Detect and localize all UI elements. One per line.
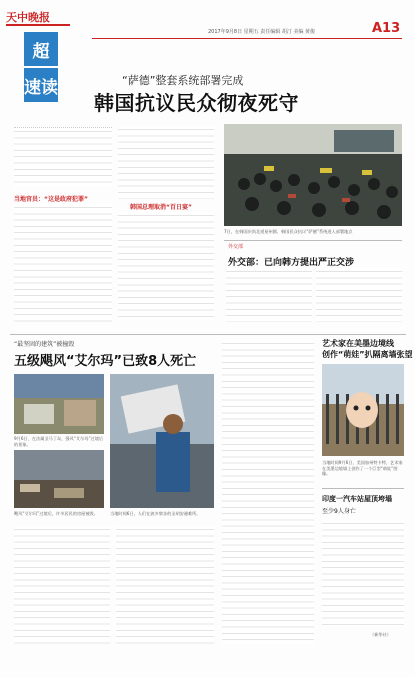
hurricane-caption-1: 9月6日，在法属圣马丁岛，强风“艾尔玛”过境后的景象。 — [14, 436, 104, 447]
hurricane-caption-2: 飓风“艾尔玛”过境后，许多居民的房屋被毁。 — [14, 511, 98, 516]
page-number: A13 — [372, 21, 401, 36]
top-story-text-col4 — [118, 212, 214, 322]
brief-text-col1 — [226, 268, 312, 324]
art-headline-line2: 创作“萌娃”扒隔离墙张望 — [322, 350, 413, 359]
art-caption: 当地时间9月6日，美国加州特卡特，艺术家在美墨边境墙上创作了一个巨型“萌娃”图像。 — [322, 460, 403, 476]
header-rule — [92, 38, 402, 39]
brief-rule — [224, 240, 402, 241]
top-kicker: “萨德”整套系统部署完成 — [122, 74, 244, 87]
top-headline: 韩国抗议民众彻夜死守 — [94, 91, 299, 115]
bus-subhead: 至少9人身亡 — [322, 508, 356, 515]
protest-photo — [224, 124, 402, 226]
hurricane-text-col2 — [116, 526, 214, 646]
hurricane-caption-3: 当地时间6日，人们在波多黎各的圣胡安避难所。 — [110, 511, 201, 516]
hurricane-text-col3 — [222, 340, 314, 646]
top-story-text-col1 — [14, 126, 112, 191]
bus-headline: 印度一汽车站屋顶垮塌 — [322, 495, 392, 503]
section-rule — [10, 334, 406, 335]
paper-logo: 天中晚报 — [6, 6, 70, 26]
hurricane-headline: 五级飓风“艾尔玛”已致8人死亡 — [14, 354, 197, 369]
hurricane-kicker: “最坚固的建筑”被撞毁 — [14, 341, 75, 348]
top-story-text-col3 — [118, 126, 214, 201]
hurricane-photo-1 — [14, 374, 104, 434]
section-label-line1: 超 — [24, 32, 58, 66]
brief-text-col2 — [316, 268, 402, 324]
hurricane-photo-2 — [14, 450, 104, 508]
bus-text — [322, 520, 404, 628]
hurricane-photo-3 — [110, 374, 214, 508]
brief-label: 外交部 — [228, 244, 244, 250]
art-photo — [322, 364, 404, 456]
brief-headline: 外交部：已向韩方提出严正交涉 — [228, 258, 355, 268]
art-headline-line1: 艺术家在美墨边境线 — [322, 339, 394, 348]
top-story-text-col2 — [14, 204, 112, 324]
hurricane-text-col1 — [14, 526, 110, 646]
bus-rule — [322, 488, 404, 489]
section-label-line2: 速读 — [24, 68, 58, 102]
protest-photo-caption: 7日，在韩国庆尚北道星州郡，韩国民众抗议“萨德”系统进入部署地点 — [224, 229, 353, 234]
dateline: 2017年9月8日 星期五 责任编辑 胡汀 美编 黄俊 — [208, 29, 316, 35]
top-story-sub2: 韩国总理取消“百日宴” — [130, 204, 192, 211]
bus-credit: （新华社） — [370, 632, 391, 637]
top-story-sub1: 当地官员：“这是政府犯罪” — [14, 196, 88, 203]
